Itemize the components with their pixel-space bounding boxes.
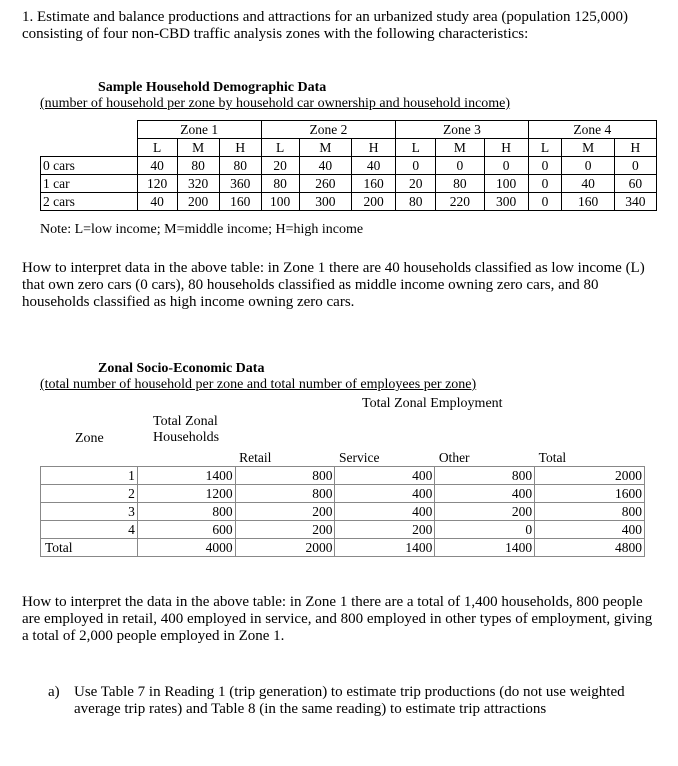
column-header: Service (338, 449, 380, 465)
income-header: M (436, 139, 484, 157)
column-header-row (41, 449, 645, 467)
cell: 60 (614, 175, 656, 193)
cell: 0 (484, 157, 528, 175)
zone-header: Zone 2 (261, 121, 396, 139)
zone-label: Zone (75, 431, 104, 446)
column-header: Total (538, 449, 567, 465)
income-header-row (41, 139, 657, 157)
part-a (48, 684, 668, 718)
cell: 800 (535, 503, 645, 521)
income-header: M (299, 139, 352, 157)
table1-subtitle: (number of household per zone by household car ownership and household income) (40, 96, 511, 111)
socio-economic-table (40, 449, 645, 557)
question-1-text: 1. Estimate and balance productions and attractions for an urbanized study area (population 125,000) consisting of four non-CBD traffic analysis zones with the following characteristics: (22, 9, 629, 42)
cell: 80 (261, 175, 299, 193)
cell: 320 (177, 175, 219, 193)
cell: 800 (235, 485, 335, 503)
households-cell: 600 (137, 521, 235, 539)
cell: 20 (396, 175, 436, 193)
cell: 200 (435, 503, 535, 521)
cell: 400 (335, 485, 435, 503)
cell: 0 (614, 157, 656, 175)
column-header: Other (438, 449, 470, 465)
zone-header: Zone 3 (396, 121, 528, 139)
income-header: M (177, 139, 219, 157)
households-cell: 1400 (137, 467, 235, 485)
cell: 40 (352, 157, 396, 175)
table-row (41, 503, 645, 521)
households-cell: 800 (137, 503, 235, 521)
cell: 400 (335, 467, 435, 485)
total-row (41, 539, 645, 557)
cell: 40 (562, 175, 615, 193)
cell: 0 (528, 193, 562, 211)
total-label: Total (41, 539, 138, 557)
income-header: M (562, 139, 615, 157)
cell: 800 (435, 467, 535, 485)
row-label: 0 cars (41, 157, 138, 175)
income-header: L (261, 139, 299, 157)
cell: 360 (219, 175, 261, 193)
cell: 4800 (535, 539, 645, 557)
part-a-text: Use Table 7 in Reading 1 (trip generation) to estimate trip productions (do not use weighted average trip rates) and Table 8 (in the same reading) to estimate trip attractions (74, 684, 625, 717)
cell: 400 (535, 521, 645, 539)
households-cell: 4000 (137, 539, 235, 557)
cell: 40 (137, 193, 177, 211)
cell: 340 (614, 193, 656, 211)
zone-header: Zone 4 (528, 121, 656, 139)
row-label: 1 car (41, 175, 138, 193)
cell: 80 (177, 157, 219, 175)
corner-cell (41, 139, 138, 157)
cell: 300 (299, 193, 352, 211)
income-header: L (396, 139, 436, 157)
cell: 0 (528, 175, 562, 193)
cell: 200 (235, 503, 335, 521)
table1-note: Note: L=low income; M=middle income; H=high income (40, 222, 364, 237)
income-header: L (528, 139, 562, 157)
table-row (41, 175, 657, 193)
blank-header (41, 449, 138, 467)
cell: 200 (235, 521, 335, 539)
cell: 80 (436, 175, 484, 193)
cell: 100 (484, 175, 528, 193)
cell: 160 (352, 175, 396, 193)
cell: 0 (396, 157, 436, 175)
income-header: H (614, 139, 656, 157)
corner-cell (41, 121, 138, 139)
cell: 2000 (535, 467, 645, 485)
income-header: H (352, 139, 396, 157)
interpretation-2: How to interpret the data in the above table: in Zone 1 there are a total of 1,400 households, 800 people are employed in retail, 400 employed in service, and 800 employed in other types of employment, giving a total of 2,000 people employed in Zone 1. (22, 594, 653, 644)
table-row (41, 485, 645, 503)
zone-cell: 4 (41, 521, 138, 539)
table2-subtitle: (total number of household per zone and total number of employees per zone) (40, 377, 477, 392)
interpretation-1: How to interpret data in the above table: in Zone 1 there are 40 households classified as low income (L) that own zero cars (0 cars), 80 households classified as middle income owning zero cars, and 80 households classified as high income owning zero cars. (22, 260, 645, 310)
cell: 0 (562, 157, 615, 175)
column-header: Retail (239, 449, 272, 465)
cell: 0 (436, 157, 484, 175)
cell: 80 (396, 193, 436, 211)
cell: 0 (528, 157, 562, 175)
table-row (41, 521, 645, 539)
cell: 260 (299, 175, 352, 193)
households-label: Total Zonal Households (153, 414, 220, 445)
part-a-label: a) (48, 684, 60, 700)
cell: 100 (261, 193, 299, 211)
cell: 2000 (235, 539, 335, 557)
households-cell: 1200 (137, 485, 235, 503)
zone-header: Zone 1 (137, 121, 261, 139)
cell: 160 (562, 193, 615, 211)
table2-title: Zonal Socio-Economic Data (98, 361, 265, 376)
zone-cell: 1 (41, 467, 138, 485)
cell: 1400 (335, 539, 435, 557)
zone-cell: 2 (41, 485, 138, 503)
cell: 160 (219, 193, 261, 211)
zone-cell: 3 (41, 503, 138, 521)
zone-header-row (41, 121, 657, 139)
table-row (41, 157, 657, 175)
cell: 200 (177, 193, 219, 211)
cell: 120 (137, 175, 177, 193)
row-label: 2 cars (41, 193, 138, 211)
cell: 1600 (535, 485, 645, 503)
cell: 300 (484, 193, 528, 211)
cell: 40 (299, 157, 352, 175)
cell: 20 (261, 157, 299, 175)
cell: 800 (235, 467, 335, 485)
household-demographic-table (40, 120, 657, 211)
income-header: L (137, 139, 177, 157)
employment-label: Total Zonal Employment (362, 396, 503, 411)
table1-title: Sample Household Demographic Data (98, 80, 327, 95)
cell: 220 (436, 193, 484, 211)
cell: 0 (435, 521, 535, 539)
income-header: H (219, 139, 261, 157)
cell: 40 (137, 157, 177, 175)
blank-header (137, 449, 235, 467)
cell: 400 (335, 503, 435, 521)
table-row (41, 467, 645, 485)
income-header: H (484, 139, 528, 157)
cell: 200 (335, 521, 435, 539)
cell: 400 (435, 485, 535, 503)
table-row (41, 193, 657, 211)
cell: 80 (219, 157, 261, 175)
cell: 1400 (435, 539, 535, 557)
cell: 200 (352, 193, 396, 211)
